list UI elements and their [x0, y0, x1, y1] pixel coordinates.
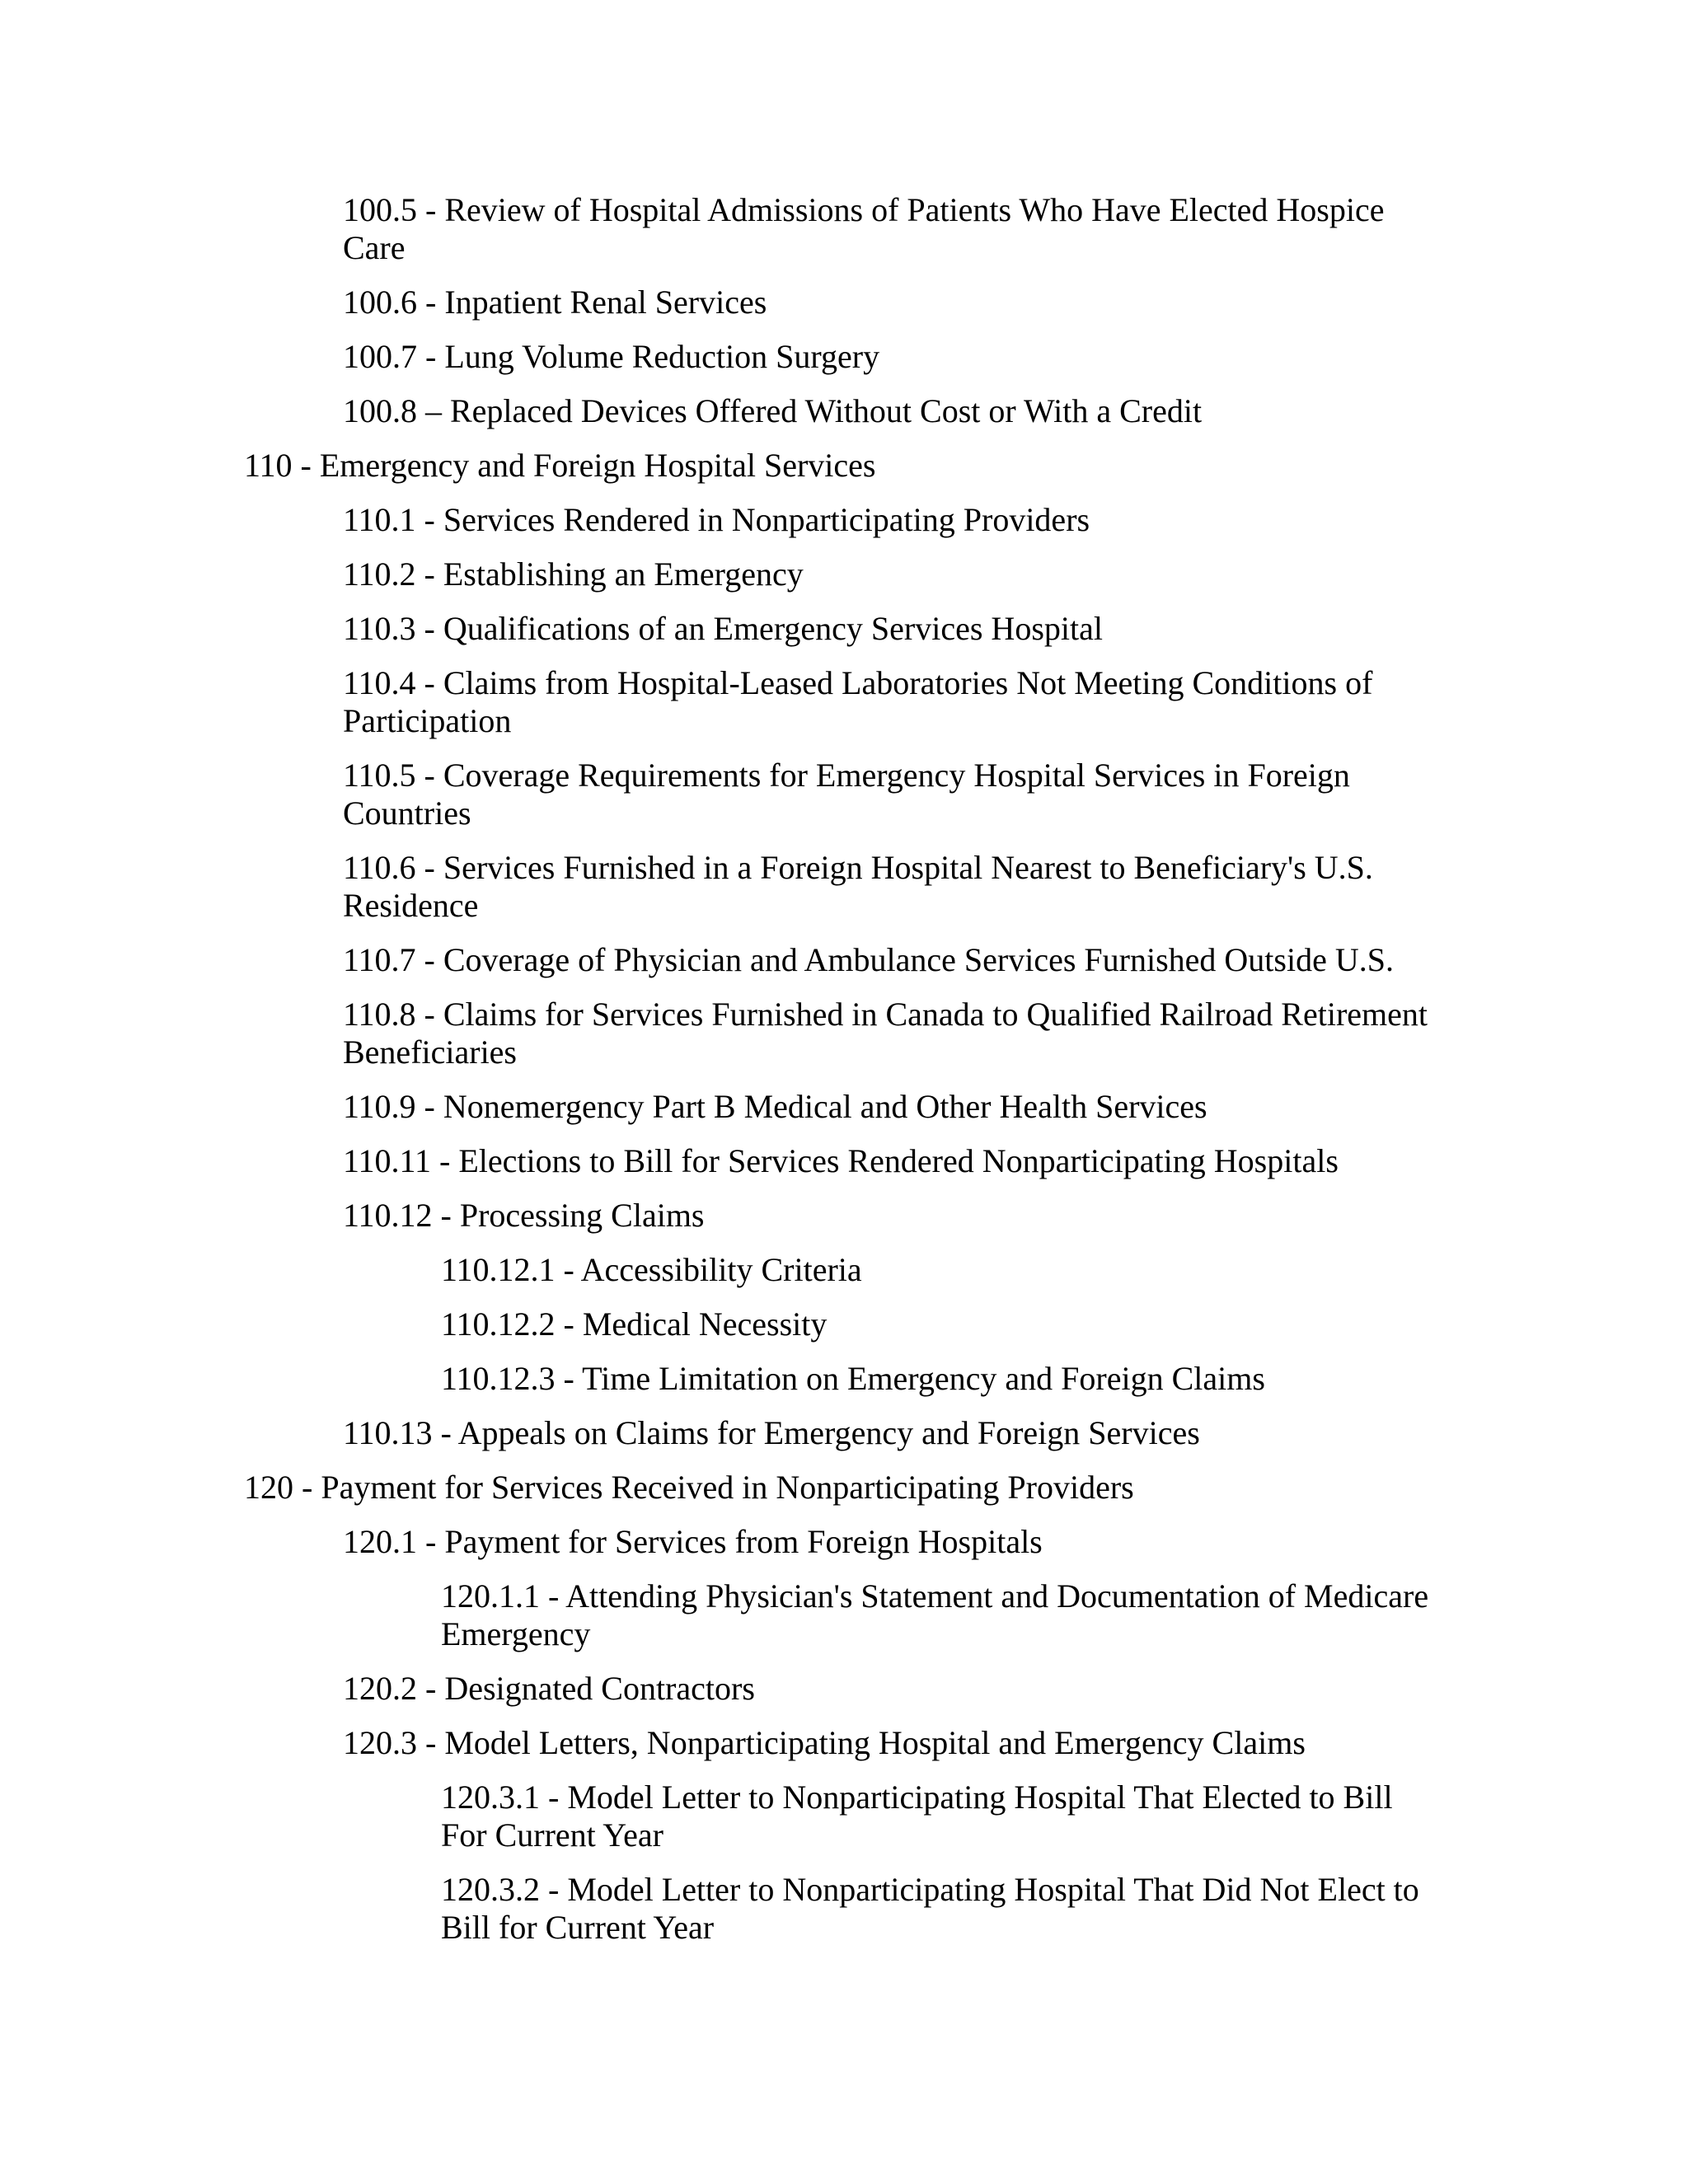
toc-entry-100-5: 100.5 - Review of Hospital Admissions of Patients Who Have Elected Hospice Care: [343, 191, 1385, 266]
toc-entry-110-13: 110.13 - Appeals on Claims for Emergency and Foreign Services: [343, 1414, 1200, 1451]
toc-entry-120-3-1: 120.3.1 - Model Letter to Nonparticipating Hospital That Elected to Bill For Current Year: [441, 1779, 1393, 1854]
toc-entry-110-12-3: 110.12.3 - Time Limitation on Emergency and Foreign Claims: [441, 1360, 1265, 1397]
toc-entry-110-7: 110.7 - Coverage of Physician and Ambulance Services Furnished Outside U.S.: [343, 941, 1394, 978]
toc-entry-120-2: 120.2 - Designated Contractors: [343, 1670, 755, 1707]
toc-entry-110-12-1: 110.12.1 - Accessibility Criteria: [441, 1251, 862, 1288]
toc-entry-120-3: 120.3 - Model Letters, Nonparticipating Hospital and Emergency Claims: [343, 1724, 1306, 1761]
toc-section-110: 110 - Emergency and Foreign Hospital Services: [244, 447, 876, 484]
toc-entry-110-6: 110.6 - Services Furnished in a Foreign Hospital Nearest to Beneficiary's U.S. Residence: [343, 849, 1373, 924]
toc-entry-100-7: 100.7 - Lung Volume Reduction Surgery: [343, 338, 880, 375]
toc-entry-120-1: 120.1 - Payment for Services from Foreign Hospitals: [343, 1523, 1043, 1560]
toc-entry-120-3-2: 120.3.2 - Model Letter to Nonparticipating Hospital That Did Not Elect to Bill for Current Year: [441, 1871, 1419, 1946]
toc-entry-110-11: 110.11 - Elections to Bill for Services Rendered Nonparticipating Hospitals: [343, 1142, 1339, 1179]
toc-entry-110-12: 110.12 - Processing Claims: [343, 1197, 705, 1234]
toc-entry-100-8: 100.8 – Replaced Devices Offered Without Cost or With a Credit: [343, 392, 1203, 429]
toc-section-120: 120 - Payment for Services Received in Nonparticipating Providers: [244, 1469, 1134, 1506]
toc-entry-100-6: 100.6 - Inpatient Renal Services: [343, 284, 767, 321]
toc-entry-120-1-1: 120.1.1 - Attending Physician's Statement and Documentation of Medicare Emergency: [441, 1577, 1429, 1652]
toc-entry-110-2: 110.2 - Establishing an Emergency: [343, 555, 804, 593]
toc-entry-110-12-2: 110.12.2 - Medical Necessity: [441, 1305, 828, 1343]
toc-entry-110-1: 110.1 - Services Rendered in Nonparticipating Providers: [343, 501, 1090, 538]
toc-entry-110-8: 110.8 - Claims for Services Furnished in Canada to Qualified Railroad Retirement Beneficiaries: [343, 996, 1428, 1071]
toc-entry-110-4: 110.4 - Claims from Hospital-Leased Laboratories Not Meeting Conditions of Participation: [343, 664, 1373, 739]
toc-entry-110-5: 110.5 - Coverage Requirements for Emergency Hospital Services in Foreign Countries: [343, 757, 1350, 832]
toc-entry-110-3: 110.3 - Qualifications of an Emergency Services Hospital: [343, 610, 1103, 647]
table-of-contents: [0, 191, 1688, 1963]
toc-entry-110-9: 110.9 - Nonemergency Part B Medical and Other Health Services: [343, 1088, 1207, 1125]
